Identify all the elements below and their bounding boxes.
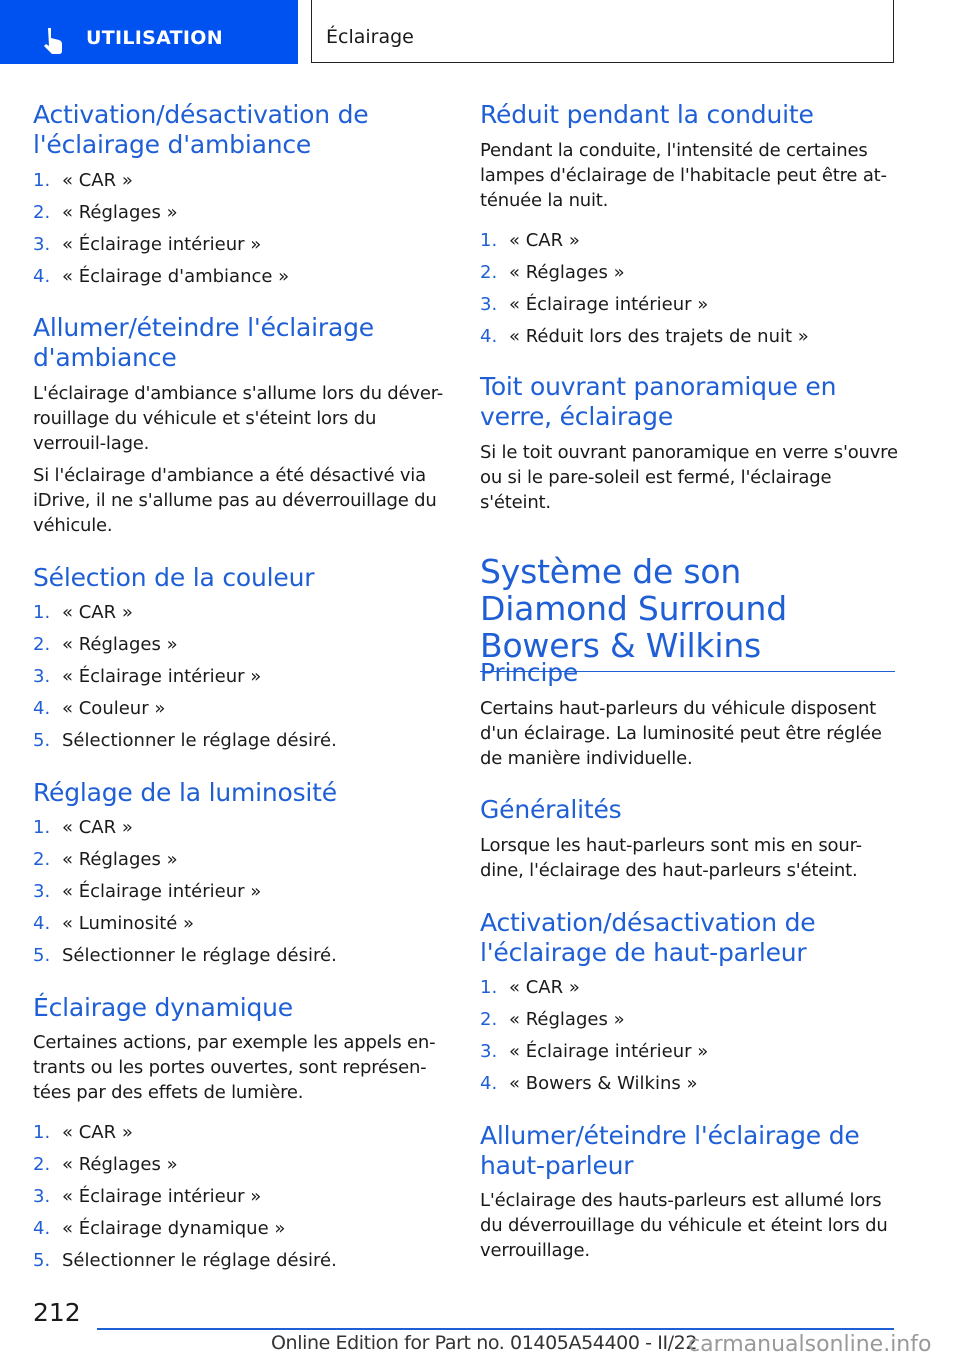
list-item: [33, 200, 453, 232]
step-number: 2.: [480, 1009, 498, 1030]
step-number: 3.: [480, 1041, 498, 1062]
list-item: [33, 664, 453, 696]
step-text: « Réglages »: [509, 262, 625, 283]
heading-text: Allumer/éteindre l'éclairage d'ambiance: [33, 313, 374, 372]
step-text: « CAR »: [62, 817, 133, 838]
step-text: « CAR »: [62, 170, 133, 191]
paragraph: Lorsque les haut-parleurs sont mis en sour-dine, l'éclairage des haut-parleurs s'éteint.: [480, 835, 862, 881]
step-text: « Réglages »: [62, 1154, 178, 1175]
list-item: [33, 911, 453, 943]
step-text: « Luminosité »: [62, 913, 195, 934]
breadcrumb: [311, 0, 894, 63]
heading-text: Allumer/éteindre l'éclairage de haut-parleur: [480, 1121, 860, 1180]
step-text: « Couleur »: [62, 698, 166, 719]
list-item: [480, 228, 900, 260]
list-item: [33, 879, 453, 911]
step-text: Sélectionner le réglage désiré.: [62, 730, 337, 751]
heading-text: Activation/désactivation de l'éclairage d'ambiance: [33, 100, 369, 159]
step-text: « Éclairage intérieur »: [509, 294, 709, 315]
paragraph: L'éclairage d'ambiance s'allume lors du déver-rouillage du véhicule et s'éteint lors du verrouil-lage.: [33, 383, 444, 454]
step-text: « Réduit lors des trajets de nuit »: [509, 326, 809, 347]
step-number: 1.: [33, 602, 51, 623]
step-number: 4.: [480, 326, 498, 347]
step-number: 1.: [33, 1122, 51, 1143]
step-number: 4.: [480, 1073, 498, 1094]
step-text: « Éclairage dynamique »: [62, 1218, 286, 1239]
body-text: [33, 1030, 453, 1112]
step-number: 3.: [33, 234, 51, 255]
step-list: [33, 815, 453, 975]
hand-pointer-icon: [40, 27, 66, 55]
list-item: [480, 324, 900, 356]
list-item: [33, 1184, 453, 1216]
step-number: 5.: [33, 730, 51, 751]
list-item: [33, 1120, 453, 1152]
step-number: 1.: [33, 817, 51, 838]
step-text: « Éclairage intérieur »: [62, 881, 262, 902]
heading-text: Toit ouvrant panoramique en verre, éclairage: [480, 372, 837, 431]
step-number: 2.: [480, 262, 498, 283]
list-item: [480, 260, 900, 292]
step-number: 5.: [33, 1250, 51, 1271]
step-number: 1.: [480, 230, 498, 251]
section-tab: [0, 0, 298, 64]
list-item: [480, 975, 900, 1007]
paragraph: Certains haut-parleurs du véhicule disposent d'un éclairage. La luminosité peut être réglée de manière individuelle.: [480, 698, 882, 769]
section-label: UTILISATION: [86, 27, 223, 49]
section-heading: [480, 372, 900, 432]
body-text: [33, 381, 453, 545]
body-text: [480, 1188, 900, 1270]
step-text: « Éclairage intérieur »: [509, 1041, 709, 1062]
step-list: [480, 975, 900, 1103]
section-heading: [480, 795, 900, 825]
list-item: [33, 728, 453, 760]
list-item: [33, 847, 453, 879]
list-item: [33, 815, 453, 847]
section-heading: [480, 1121, 900, 1181]
step-text: « Réglages »: [62, 849, 178, 870]
step-text: « CAR »: [62, 602, 133, 623]
step-text: « CAR »: [509, 977, 580, 998]
section-heading: [480, 658, 900, 688]
body-text: [480, 138, 900, 220]
section-heading: [33, 993, 453, 1023]
paragraph: Si le toit ouvrant panoramique en verre s'ouvre ou si le pare-soleil est fermé, l'éclairage s'éteint.: [480, 442, 898, 513]
section-heading: [33, 778, 453, 808]
list-item: [33, 232, 453, 264]
step-text: « Éclairage d'ambiance »: [62, 266, 290, 287]
section-heading: [480, 553, 900, 672]
step-list: [33, 168, 453, 296]
heading-text: Réduit pendant la conduite: [480, 100, 814, 129]
list-item: [33, 632, 453, 664]
heading-text: Principe: [480, 658, 579, 687]
paragraph: Pendant la conduite, l'intensité de certaines lampes d'éclairage de l'habitacle peut être at-ténuée la nuit.: [480, 140, 887, 211]
step-number: 5.: [33, 945, 51, 966]
step-number: 3.: [480, 294, 498, 315]
section-heading: [33, 563, 453, 593]
list-item: [480, 1071, 900, 1103]
step-text: « CAR »: [62, 1122, 133, 1143]
heading-text: Éclairage dynamique: [33, 993, 293, 1022]
heading-text: Généralités: [480, 795, 622, 824]
list-item: [33, 1216, 453, 1248]
step-number: 2.: [33, 1154, 51, 1175]
list-item: [480, 292, 900, 324]
paragraph: Si l'éclairage d'ambiance a été désactivé via iDrive, il ne s'allume pas au déverrouillage du véhicule.: [33, 465, 437, 536]
step-number: 4.: [33, 913, 51, 934]
section-heading: [480, 100, 900, 130]
step-number: 3.: [33, 881, 51, 902]
heading-text: Sélection de la couleur: [33, 563, 315, 592]
step-number: 1.: [33, 170, 51, 191]
step-list: [33, 600, 453, 760]
step-number: 2.: [33, 634, 51, 655]
heading-text: Réglage de la luminosité: [33, 778, 337, 807]
list-item: [33, 168, 453, 200]
step-text: « CAR »: [509, 230, 580, 251]
body-text: [480, 696, 900, 778]
heading-text: Activation/désactivation de l'éclairage de haut-parleur: [480, 908, 816, 967]
step-text: « Éclairage intérieur »: [62, 666, 262, 687]
step-number: 4.: [33, 1218, 51, 1239]
step-text: « Bowers & Wilkins »: [509, 1073, 698, 1094]
step-number: 3.: [33, 666, 51, 687]
list-item: [33, 264, 453, 296]
section-heading: [33, 313, 453, 373]
heading-text: Système de son Diamond Surround Bowers & Wilkins: [480, 553, 895, 672]
list-item: [480, 1039, 900, 1071]
list-item: [33, 696, 453, 728]
footer-divider: [97, 1328, 894, 1330]
step-text: « Éclairage intérieur »: [62, 1186, 262, 1207]
list-item: [33, 1248, 453, 1280]
body-text: [480, 833, 900, 890]
list-item: [480, 1007, 900, 1039]
step-number: 2.: [33, 849, 51, 870]
step-number: 2.: [33, 202, 51, 223]
step-list: [33, 1120, 453, 1280]
step-number: 1.: [480, 977, 498, 998]
section-heading: [33, 100, 453, 160]
step-text: « Réglages »: [62, 202, 178, 223]
section-heading: [480, 908, 900, 968]
step-number: 3.: [33, 1186, 51, 1207]
list-item: [33, 1152, 453, 1184]
body-text: [480, 440, 900, 522]
watermark: carmanualsonline.info: [688, 1332, 932, 1357]
paragraph: Certaines actions, par exemple les appels en-trants ou les portes ouvertes, sont représen-tées par des effets de lumière.: [33, 1032, 436, 1103]
step-text: « Éclairage intérieur »: [62, 234, 262, 255]
paragraph: L'éclairage des hauts-parleurs est allumé lors du déverrouillage du véhicule et éteint lors du verrouillage.: [480, 1190, 888, 1261]
step-text: « Réglages »: [509, 1009, 625, 1030]
step-text: Sélectionner le réglage désiré.: [62, 1250, 337, 1271]
list-item: [33, 600, 453, 632]
step-list: [480, 228, 900, 356]
step-number: 4.: [33, 698, 51, 719]
page-number: 212: [33, 1298, 81, 1327]
step-text: Sélectionner le réglage désiré.: [62, 945, 337, 966]
step-text: « Réglages »: [62, 634, 178, 655]
edition-text: Online Edition for Part no. 01405A54400 - II/22: [271, 1332, 698, 1354]
breadcrumb-label: Éclairage: [326, 26, 414, 48]
step-number: 4.: [33, 266, 51, 287]
list-item: [33, 943, 453, 975]
